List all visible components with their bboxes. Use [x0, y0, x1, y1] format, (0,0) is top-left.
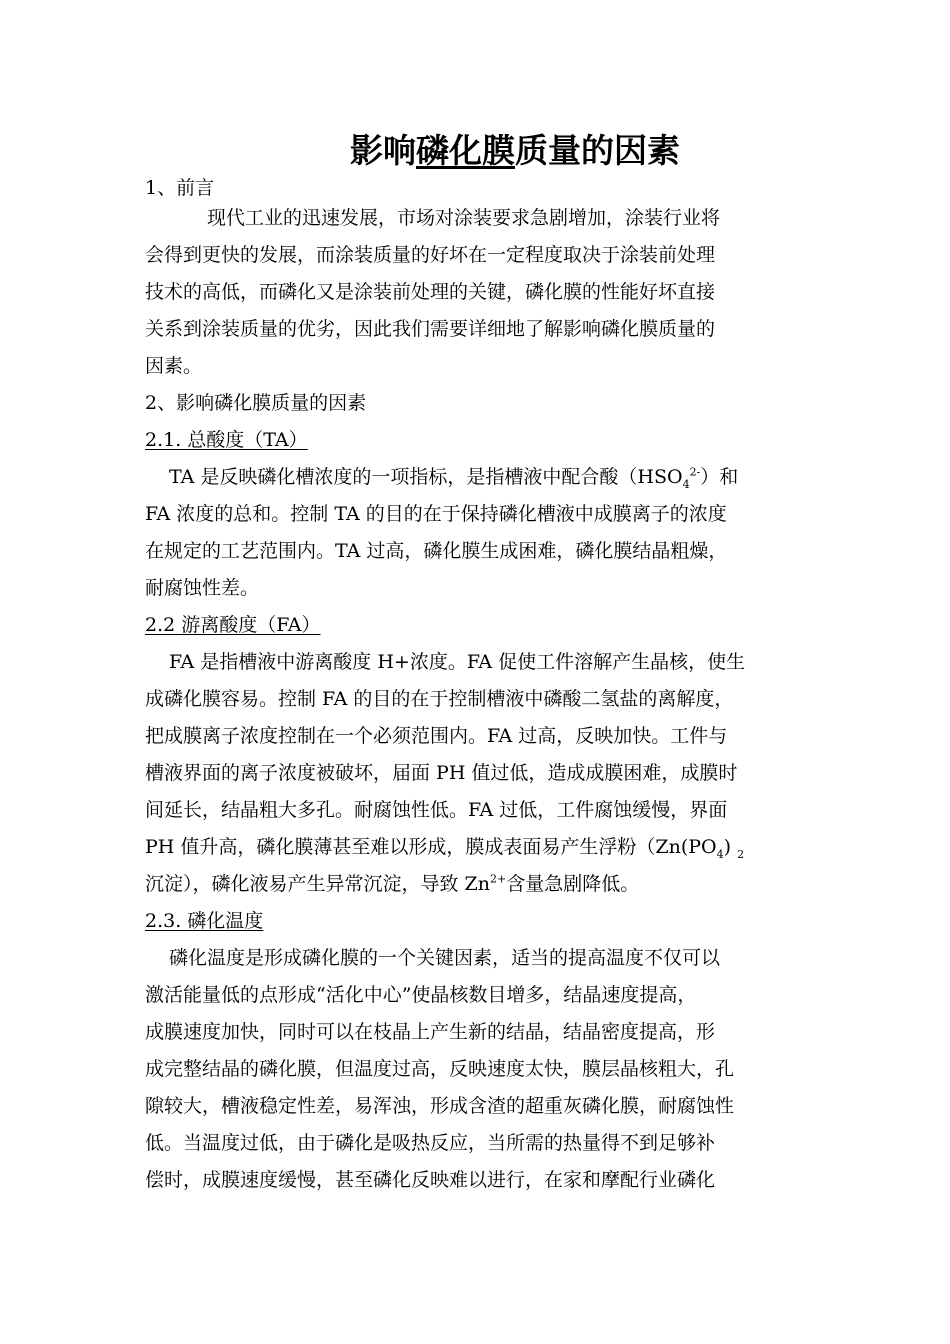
fa-line-text: 沉淀），磷化液易产生异常沉淀，导致 Zn — [145, 873, 490, 895]
temperature-paragraph — [145, 940, 810, 1199]
document-body — [145, 176, 810, 1199]
paragraph-line: 关系到涂装质量的优劣，因此我们需要详细地了解影响磷化膜质量的 — [145, 318, 716, 340]
paragraph-line: 隙较大，槽液稳定性差，易浑浊，形成含渣的超重灰磷化膜，耐腐蚀性 — [145, 1095, 735, 1117]
subsection-heading-temperature: 2.3. 磷化温度 — [145, 910, 264, 932]
paragraph-line: 把成膜离子浓度控制在一个必须范围内。FA 过高，反映加快。工件与 — [145, 725, 728, 747]
fa-line-text: 含量急剧降低。 — [506, 873, 640, 895]
paragraph-line: 耐腐蚀性差。 — [145, 577, 260, 599]
title-part-2-underlined: 磷化膜 — [416, 131, 515, 170]
paragraph-line — [145, 829, 810, 866]
ta-paragraph — [145, 459, 810, 607]
paragraph-line: 磷化温度是形成磷化膜的一个关键因素，适当的提高温度不仅可以 — [169, 947, 721, 969]
intro-paragraph — [145, 200, 810, 385]
superscript: 2- — [689, 465, 701, 479]
section-heading-intro: 1、前言 — [145, 177, 215, 199]
subsection-heading-fa: 2.2 游离酸度（FA） — [145, 614, 321, 636]
title-part-1: 影响 — [350, 131, 416, 170]
paragraph-line: 技术的高低，而磷化又是涂装前处理的关键，磷化膜的性能好坏直接 — [145, 281, 716, 303]
paragraph-line: 成完整结晶的磷化膜，但温度过高，反映速度太快，膜层晶核粗大，孔 — [145, 1058, 735, 1080]
subscript: 4 — [682, 477, 690, 491]
paragraph-line: FA 浓度的总和。控制 TA 的目的在于保持磷化槽液中成膜离子的浓度 — [145, 503, 727, 525]
paragraph-line — [145, 866, 810, 903]
document-title — [350, 128, 770, 174]
paragraph-line: 在规定的工艺范围内。TA 过高，磷化膜生成困难，磷化膜结晶粗燥， — [145, 540, 728, 562]
paragraph-line: FA 是指槽液中游离酸度 H+浓度。FA 促使工件溶解产生晶核，使生 — [169, 651, 746, 673]
title-part-3: 质量的因素 — [515, 131, 680, 170]
paragraph-line: 会得到更快的发展，而涂装质量的好坏在一定程度取决于涂装前处理 — [145, 244, 716, 266]
paragraph-line: 低。当温度过低，由于磷化是吸热反应，当所需的热量得不到足够补 — [145, 1132, 716, 1154]
ta-line-text: ）和 — [700, 466, 739, 488]
paragraph-line: 间延长，结晶粗大多孔。耐腐蚀性低。FA 过低，工件腐蚀缓慢，界面 — [145, 799, 728, 821]
section-heading-factors: 2、影响磷化膜质量的因素 — [145, 392, 367, 414]
paragraph-line: 成膜速度加快，同时可以在枝晶上产生新的结晶，结晶密度提高，形 — [145, 1021, 716, 1043]
subscript: 2 — [737, 847, 745, 861]
paragraph-line: 成磷化膜容易。控制 FA 的目的在于控制槽液中磷酸二氢盐的离解度， — [145, 688, 734, 710]
fa-line-text: ) — [723, 836, 732, 858]
paragraph-line — [145, 459, 810, 496]
fa-paragraph — [145, 644, 810, 903]
paragraph-line: 槽液界面的离子浓度被破坏，届面 PH 值过低，造成成膜困难，成膜时 — [145, 762, 738, 784]
ta-line-text: TA 是反映磷化槽浓度的一项指标，是指槽液中配合酸（HSO — [169, 466, 683, 488]
fa-line-text: PH 值升高，磷化膜薄甚至难以形成，膜成表面易产生浮粉（Zn(PO — [145, 836, 717, 858]
subscript: 4 — [716, 847, 724, 861]
paragraph-line: 因素。 — [145, 355, 203, 377]
paragraph-line: 现代工业的迅速发展，市场对涂装要求急剧增加，涂装行业将 — [207, 207, 721, 229]
paragraph-line: 偿时，成膜速度缓慢，甚至磷化反映难以进行，在家和摩配行业磷化 — [145, 1169, 716, 1191]
paragraph-line: 激活能量低的点形成“活化中心”使晶核数目增多，结晶速度提高， — [145, 984, 697, 1006]
superscript: 2+ — [489, 872, 507, 886]
subsection-heading-ta: 2.1. 总酸度（TA） — [145, 429, 308, 451]
